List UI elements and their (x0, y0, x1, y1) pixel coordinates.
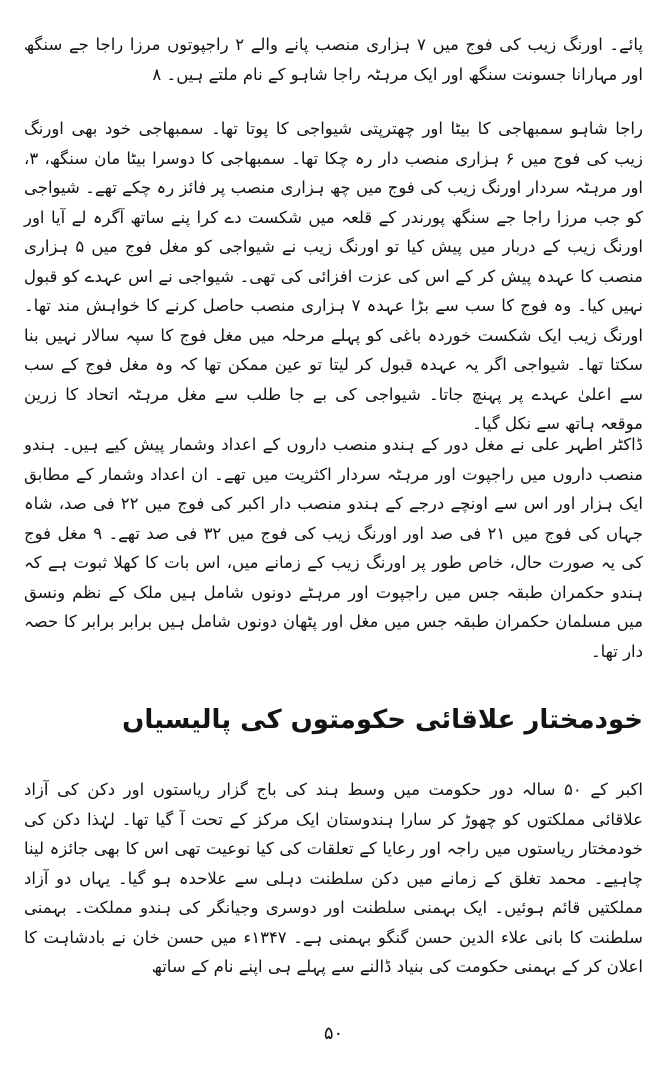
paragraph-raja-shahu: راجا شاہو سمبھاجی کا بیٹا اور چھترپتی شیواجی کا پوتا تھا۔ سمبھاجی خود بھی اورنگ زیب کی فوج میں ۶ ہزاری منصب دار رہ چکا تھا۔ سمبھاجی کا دوسرا بیٹا مان سنگھ، ۳، اور مرہٹہ سردار اورنگ زیب کی فوج میں چھ ہزاری منصب پر فائز رہ چکے تھے۔ شیواجی کو جب مرزا راجا جے سنگھ پورندر کے قلعہ میں شکست دے کرا پنے ساتھ آگرہ لے آیا اور اورنگ زیب کے دربار میں پیش کیا تو اورنگ زیب نے شیواجی کو مغل فوج میں ۵ ہزاری منصب کا عہدہ پیش کر کے اس کی عزت افزائی کی تھی۔ شیواجی نے اس عہدے کو قبول نہیں کیا۔ وہ فوج کا سب سے بڑا عہدہ ۷ ہزاری منصب حاصل کرنے کا خواہش مند تھا۔ اورنگ زیب ایک شکست خوردہ باغی کو پہلے مرحلہ میں مغل فوج کا سپہ سالار نہیں بنا سکتا تھا۔ شیواجی اگر یہ عہدہ قبول کر لیتا تو عین ممکن تھا کہ وہ مغل فوج کے سب سے اعلیٰ عہدے پر پہنچ جاتا۔ شیواجی کی بے جا طلب سے مغل مرہٹہ اتحاد کا زرین موقعہ ہاتھ سے نکل گیا۔ (24, 119, 643, 433)
paragraph-athar-ali-statistics: ڈاکٹر اطہر علی نے مغل دور کے ہندو منصب داروں کے اعداد وشمار پیش کیے ہیں۔ ہندو منصب داروں میں راجپوت اور مرہٹہ سردار اکثریت میں تھے۔ ان اعداد وشمار کے مطابق ایک ہزار اور اس سے اونچے درجے کے ہندو منصب دار اکبر کی فوج میں ۲۲ فی صد، شاہ جہاں کی فوج میں ۲۱ فی صد اور اورنگ زیب کی فوج میں ۳۲ فی صد تھے۔ ۹ مغل فوج کی یہ صورت حال، خاص طور پر اورنگ زیب کے زمانے میں، اس بات کا کھلا ثبوت ہے کہ ہندو حکمران طبقہ جس میں راجپوت اور مرہٹے دونوں شامل ہیں ملک کے نظم ونسق میں مسلمان حکمران طبقہ جس میں مغل اور پٹھان دونوں شامل ہیں برابر برابر کا حصہ دار تھا۔ (24, 435, 643, 661)
paragraph-mansabdars-rajputs: پائے۔ اورنگ زیب کی فوج میں ۷ ہزاری منصب پانے والے ۲ راجپوتوں مرزا راجا جے سنگھ اور مہارانا جسونت سنگھ اور ایک مرہٹہ راجا شاہو کے نام ملتے ہیں۔ ۸ (24, 35, 643, 84)
section-heading: خودمختار علاقائی حکومتوں کی پالیسیاں (122, 705, 643, 735)
page-number: ۵۰ (323, 1023, 344, 1044)
paragraph-akbar-deccan: اکبر کے ۵۰ سالہ دور حکومت میں وسط ہند کی باج گزار ریاستوں اور دکن کی آزاد علاقائی مملکتوں کو چھوڑ کر سارا ہندوستان ایک مرکز کے تحت آ گیا تھا۔ لہٰذا دکن کی خودمختار ریاستوں میں راجہ اور رعایا کے تعلقات کی کیا نوعیت تھی اس کا بھی جائزہ لینا چاہیے۔ محمد تغلق کے زمانے میں دکن سلطنت دہلی سے علاحدہ ہو گیا۔ یہاں دو آزاد مملکتیں قائم ہوئیں۔ ایک بہمنی سلطنت اور دوسری وجیانگر کی ہندو مملکت۔ بہمنی سلطنت کا بانی علاء الدین حسن گنگو بہمنی ہے۔ ۱۳۴۷ء میں حسن خان نے بادشاہت کا اعلان کر کے بہمنی حکومت کی بنیاد ڈالنے سے پہلے ہی اپنے نام کے ساتھ (24, 780, 644, 976)
